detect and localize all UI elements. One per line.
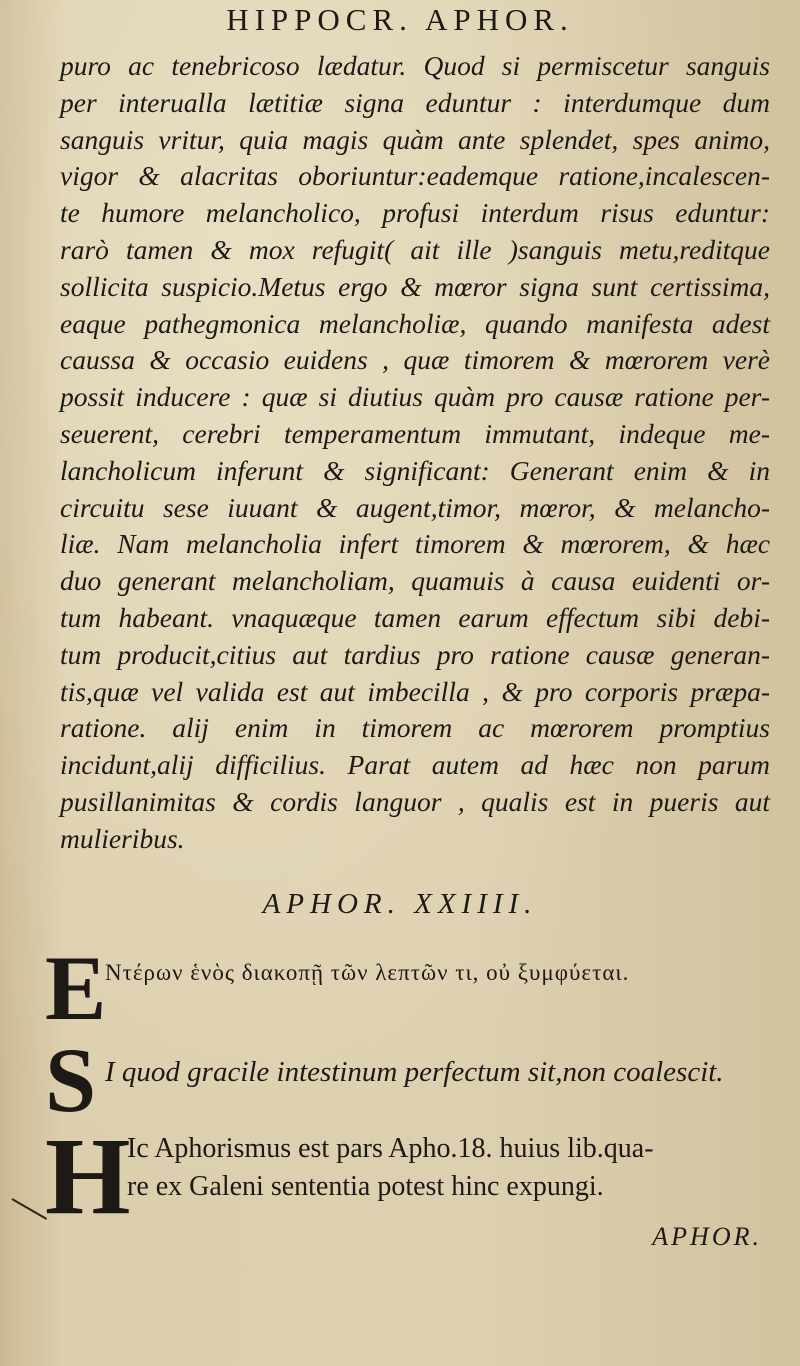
text-line: incidunt,alij difficilius. Parat autem ad hæc non parum [60, 749, 770, 781]
comment-line: Ic Aphorismus est pars Apho.18. huius lib.qua- [127, 1133, 654, 1164]
text-line: eaque pathegmonica melancholiæ, quando manifesta adest [60, 307, 770, 339]
text-line-last: mulieribus. [60, 822, 185, 854]
drop-cap-initial: S [45, 1029, 97, 1131]
text-line: circuitu sese iuuant & augent,timor, mœror, & melancho- [60, 491, 770, 523]
drop-cap-initial: E [45, 937, 107, 1039]
greek-text: Ντέρων ἑνὸς διακοπῇ τῶν λεπτῶν τι, οὐ ξυμφύεται. [105, 960, 630, 985]
text-line: sollicita suspicio.Metus ergo & mœror signa sunt certissima, [60, 270, 770, 302]
latin-text: I quod gracile intestinum perfectum sit,non coalescit. [105, 1056, 724, 1088]
text-line: te humore melancholico, profusi interdum risus eduntur: [60, 197, 770, 229]
text-line: possit inducere : quæ si diutius quàm pro causæ ratione per- [60, 381, 770, 413]
text-line: tum habeant. vnaquæque tamen earum effectum sibi debi- [60, 601, 770, 633]
comment-text [127, 1130, 787, 1206]
margin-pen-stroke [12, 1198, 48, 1220]
drop-cap-initial: H [45, 1115, 131, 1237]
text-line: pusillanimitas & cordis languor , qualis est in pueris aut [60, 785, 770, 817]
text-line: rarò tamen & mox refugit( ait ille )sanguis metu,reditque [60, 233, 770, 265]
text-line: liæ. Nam melancholia infert timorem & mœrorem, & hæc [60, 528, 770, 560]
text-line: sanguis vritur, quia magis quàm ante splendet, spes animo, [60, 123, 770, 155]
text-line: puro ac tenebricoso lædatur. Quod si permiscetur sanguis [60, 50, 770, 81]
text-line: caussa & occasio euidens , quæ timorem & mœrorem verè [60, 344, 770, 376]
comment-line: re ex Galeni sententia potest hinc expungi. [127, 1171, 604, 1202]
text-line: duo generant melancholiam, quamuis à causa euidenti or- [60, 565, 770, 597]
text-line: per interualla lætitiæ signa eduntur : interdumque dum [60, 86, 770, 118]
text-line: tum producit,citius aut tardius pro ratione causæ generan- [60, 638, 770, 670]
catchword: APHOR. [652, 1222, 762, 1251]
text-line: lancholicum inferunt & significant: Generant enim & in [60, 454, 770, 486]
commentary-paragraph [60, 48, 770, 858]
running-head: HIPPOCR. APHOR. [226, 2, 574, 37]
aphorism-heading: APHOR. XXIIII. [262, 888, 538, 920]
text-line: ratione. alij enim in timorem ac mœrorem promptius [60, 712, 770, 744]
text-line: tis,quæ vel valida est aut imbecilla , & pro corporis præpa- [60, 675, 770, 707]
text-line: vigor & alacritas oboriuntur:eademque ratione,incalescen- [60, 160, 770, 192]
text-line: seuerent, cerebri temperamentum immutant, indeque me- [60, 417, 770, 449]
